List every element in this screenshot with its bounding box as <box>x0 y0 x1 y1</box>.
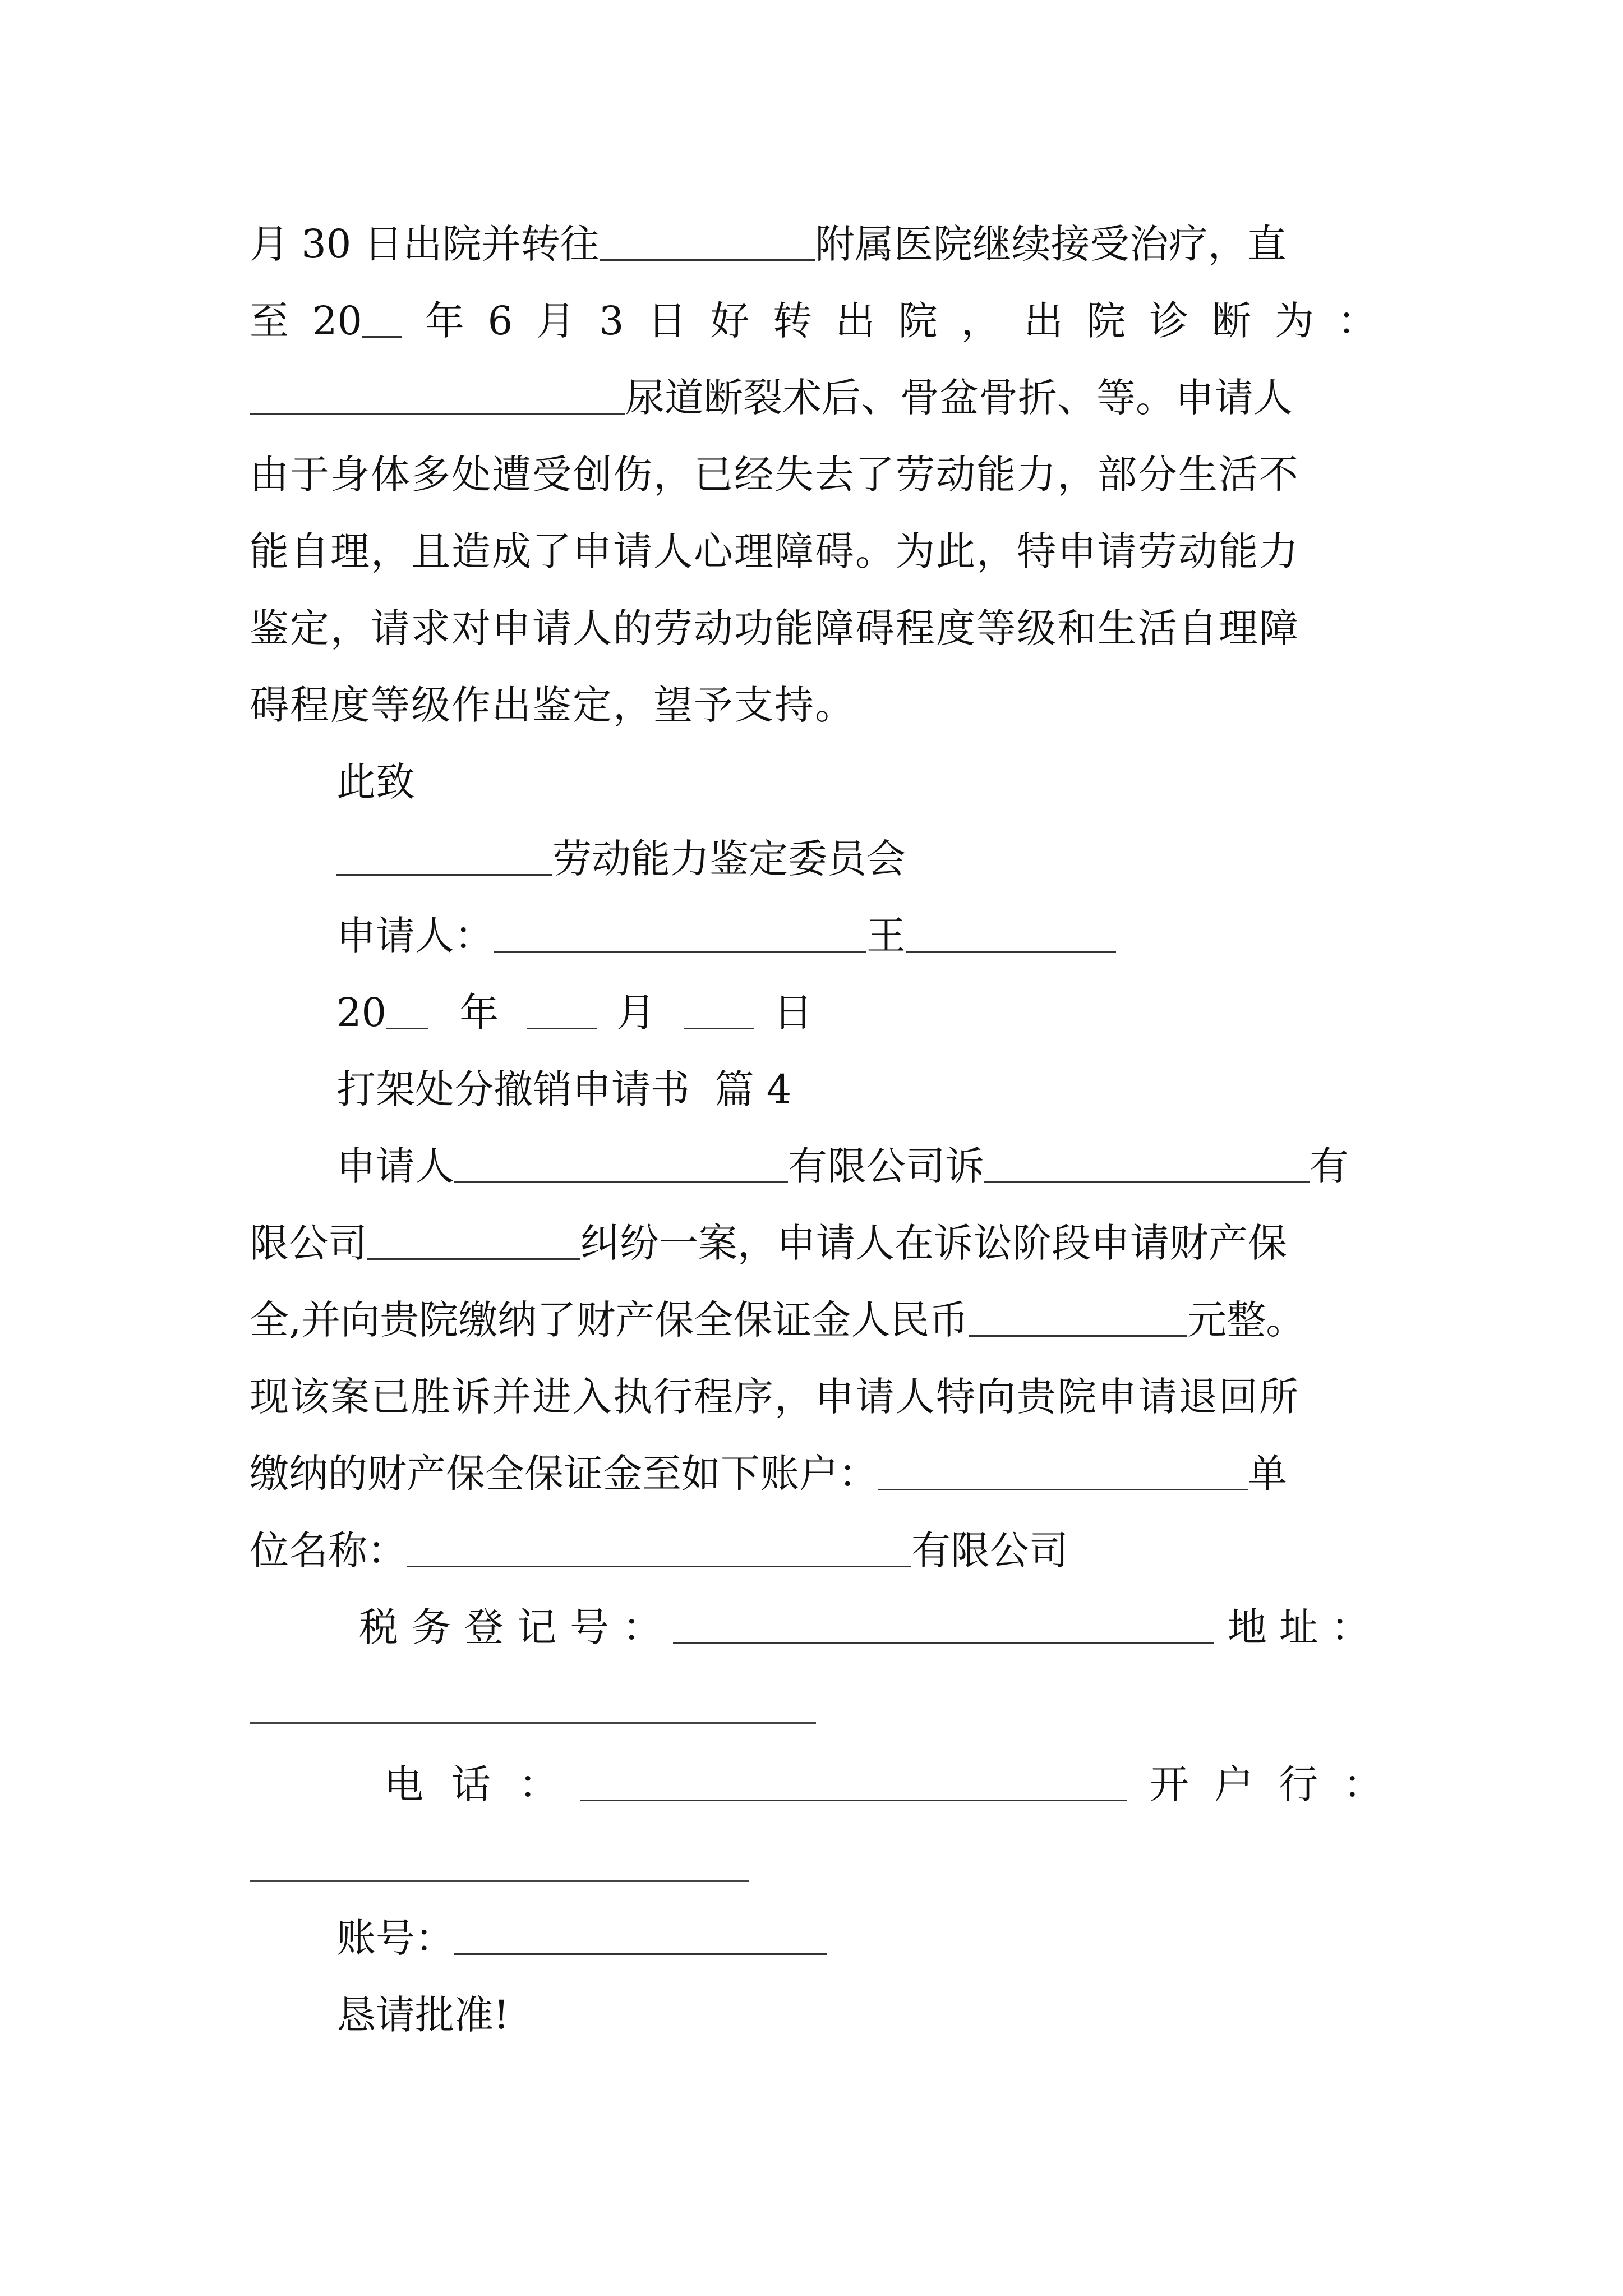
char: 务 <box>412 1604 451 1650</box>
para1-line2 <box>250 293 1377 349</box>
tax-number-blank[interactable] <box>673 1603 1214 1644</box>
char: 记 <box>517 1604 556 1650</box>
char: 转 <box>773 298 813 344</box>
para1-line1-text-a: 月 30 日出院并转往 <box>250 221 600 267</box>
char: ： <box>1337 298 1377 344</box>
char: 诊 <box>1149 298 1189 344</box>
char: 出 <box>835 298 875 344</box>
phone-blank[interactable] <box>580 1760 1127 1801</box>
bank-blank[interactable] <box>250 1880 749 1882</box>
applicant-label: 申请人： <box>336 913 494 959</box>
char: ： <box>1343 1761 1382 1807</box>
para2-line6-a: 位名称： <box>250 1527 407 1573</box>
para2-line3 <box>250 1292 1305 1348</box>
para2-line6-b: 有限公司 <box>911 1527 1068 1573</box>
diagnosis-blank[interactable] <box>250 374 625 415</box>
char: 院 <box>898 298 938 344</box>
para2-line3-b: 元整。 <box>1187 1297 1306 1343</box>
char: 开 <box>1150 1761 1189 1807</box>
char: ， <box>961 298 1000 344</box>
char: 税 <box>359 1604 398 1650</box>
company-blank-2[interactable] <box>984 1142 1310 1183</box>
char: 年 <box>425 298 464 344</box>
applicant-name: 王 <box>866 913 906 959</box>
year-prefix: 20 <box>312 293 402 349</box>
para2-line1-b: 有限公司诉 <box>788 1143 984 1189</box>
account-label: 账号： <box>336 1915 454 1961</box>
para2-line6 <box>250 1522 1068 1579</box>
char: 为 <box>1274 298 1314 344</box>
dispute-blank[interactable] <box>367 1219 580 1260</box>
phone-line <box>384 1756 1382 1812</box>
year-blank[interactable] <box>362 297 402 338</box>
date-year-label: 年 <box>459 990 499 1036</box>
char: 行 <box>1279 1761 1318 1807</box>
tax-line <box>359 1599 1368 1655</box>
salutation: 此致 <box>336 759 415 805</box>
date-line <box>336 984 813 1041</box>
para2-line3-a: 全,并向贵院缴纳了财产保全保证金人民币 <box>250 1297 969 1343</box>
applicant-blank-2[interactable] <box>906 912 1116 953</box>
recipient-line <box>336 831 906 887</box>
char: 院 <box>1086 298 1126 344</box>
account-number-line <box>336 1910 827 1966</box>
request-text: 恳请批准! <box>336 1992 510 2038</box>
date-day-blank[interactable] <box>684 988 754 1029</box>
char: 出 <box>1023 298 1063 344</box>
hospital-blank[interactable] <box>600 220 815 261</box>
address-blank[interactable] <box>250 1722 816 1724</box>
date-prefix: 20 <box>336 990 387 1036</box>
account-blank[interactable] <box>878 1450 1248 1490</box>
para2-line2-b: 纠纷一案，申请人在诉讼阶段申请财产保 <box>580 1220 1287 1266</box>
para1-line1 <box>250 216 1377 272</box>
para2-line5 <box>250 1446 1287 1502</box>
section-heading: 打架处分撤销申请书 篇 4 <box>336 1066 792 1112</box>
para2-line4: 现该案已胜诉并进入执行程序，申请人特向贵院申请退回所 <box>250 1374 1299 1420</box>
char: 话 <box>451 1761 491 1807</box>
char: 登 <box>464 1604 504 1650</box>
char: 断 <box>1212 298 1252 344</box>
para2-line5-b: 单 <box>1248 1451 1287 1497</box>
para2-line2 <box>250 1215 1287 1271</box>
para1-line6: 鉴定，请求对申请人的劳动功能障碍程度等级和生活自理障 <box>250 605 1299 651</box>
committee-blank[interactable] <box>336 835 552 876</box>
para1-line1-text-b: 附属医院继续接受治疗，直 <box>815 221 1287 267</box>
applicant-blank-1[interactable] <box>494 912 866 953</box>
para1-line7: 碍程度等级作出鉴定，望予支持。 <box>250 682 855 728</box>
para2-line5-a: 缴纳的财产保全保证金至如下账户： <box>250 1451 878 1497</box>
char: 3 <box>598 298 624 344</box>
char: 电 <box>384 1761 423 1807</box>
char: 号 <box>570 1604 609 1650</box>
date-year-blank[interactable] <box>386 988 428 1029</box>
date-month-label: 月 <box>616 990 656 1036</box>
amount-blank[interactable] <box>969 1296 1187 1337</box>
char: 址 <box>1279 1604 1318 1650</box>
date-month-blank[interactable] <box>527 988 597 1029</box>
char: 月 <box>536 298 576 344</box>
para1-line4: 由于身体多处遭受创伤，已经失去了劳动能力，部分生活不 <box>250 452 1299 498</box>
char: 地 <box>1228 1604 1267 1650</box>
para2-line1-c: 有 <box>1310 1143 1349 1189</box>
char: 至 <box>250 298 289 344</box>
date-day-label: 日 <box>773 990 813 1036</box>
recipient-text: 劳动能力鉴定委员会 <box>552 836 906 882</box>
char: 日 <box>647 298 687 344</box>
char: 6 <box>487 298 513 344</box>
char: ： <box>519 1761 558 1807</box>
para2-line2-a: 限公司 <box>250 1220 367 1266</box>
para2-line1 <box>336 1138 1377 1194</box>
applicant-line <box>336 908 1116 964</box>
unit-name-blank[interactable] <box>407 1526 911 1567</box>
para1-line5: 能自理，且造成了申请人心理障碍。为此，特申请劳动能力 <box>250 528 1299 574</box>
para2-line1-a: 申请人 <box>336 1143 454 1189</box>
char: 户 <box>1214 1761 1253 1807</box>
char: ： <box>623 1604 662 1650</box>
char: 好 <box>710 298 750 344</box>
para1-line3 <box>250 370 1377 426</box>
company-blank-1[interactable] <box>454 1142 788 1183</box>
account-number-blank[interactable] <box>454 1914 827 1955</box>
char: ： <box>1331 1604 1370 1650</box>
para1-line3-text: 尿道断裂术后、骨盆骨折、等。申请人 <box>625 375 1293 421</box>
